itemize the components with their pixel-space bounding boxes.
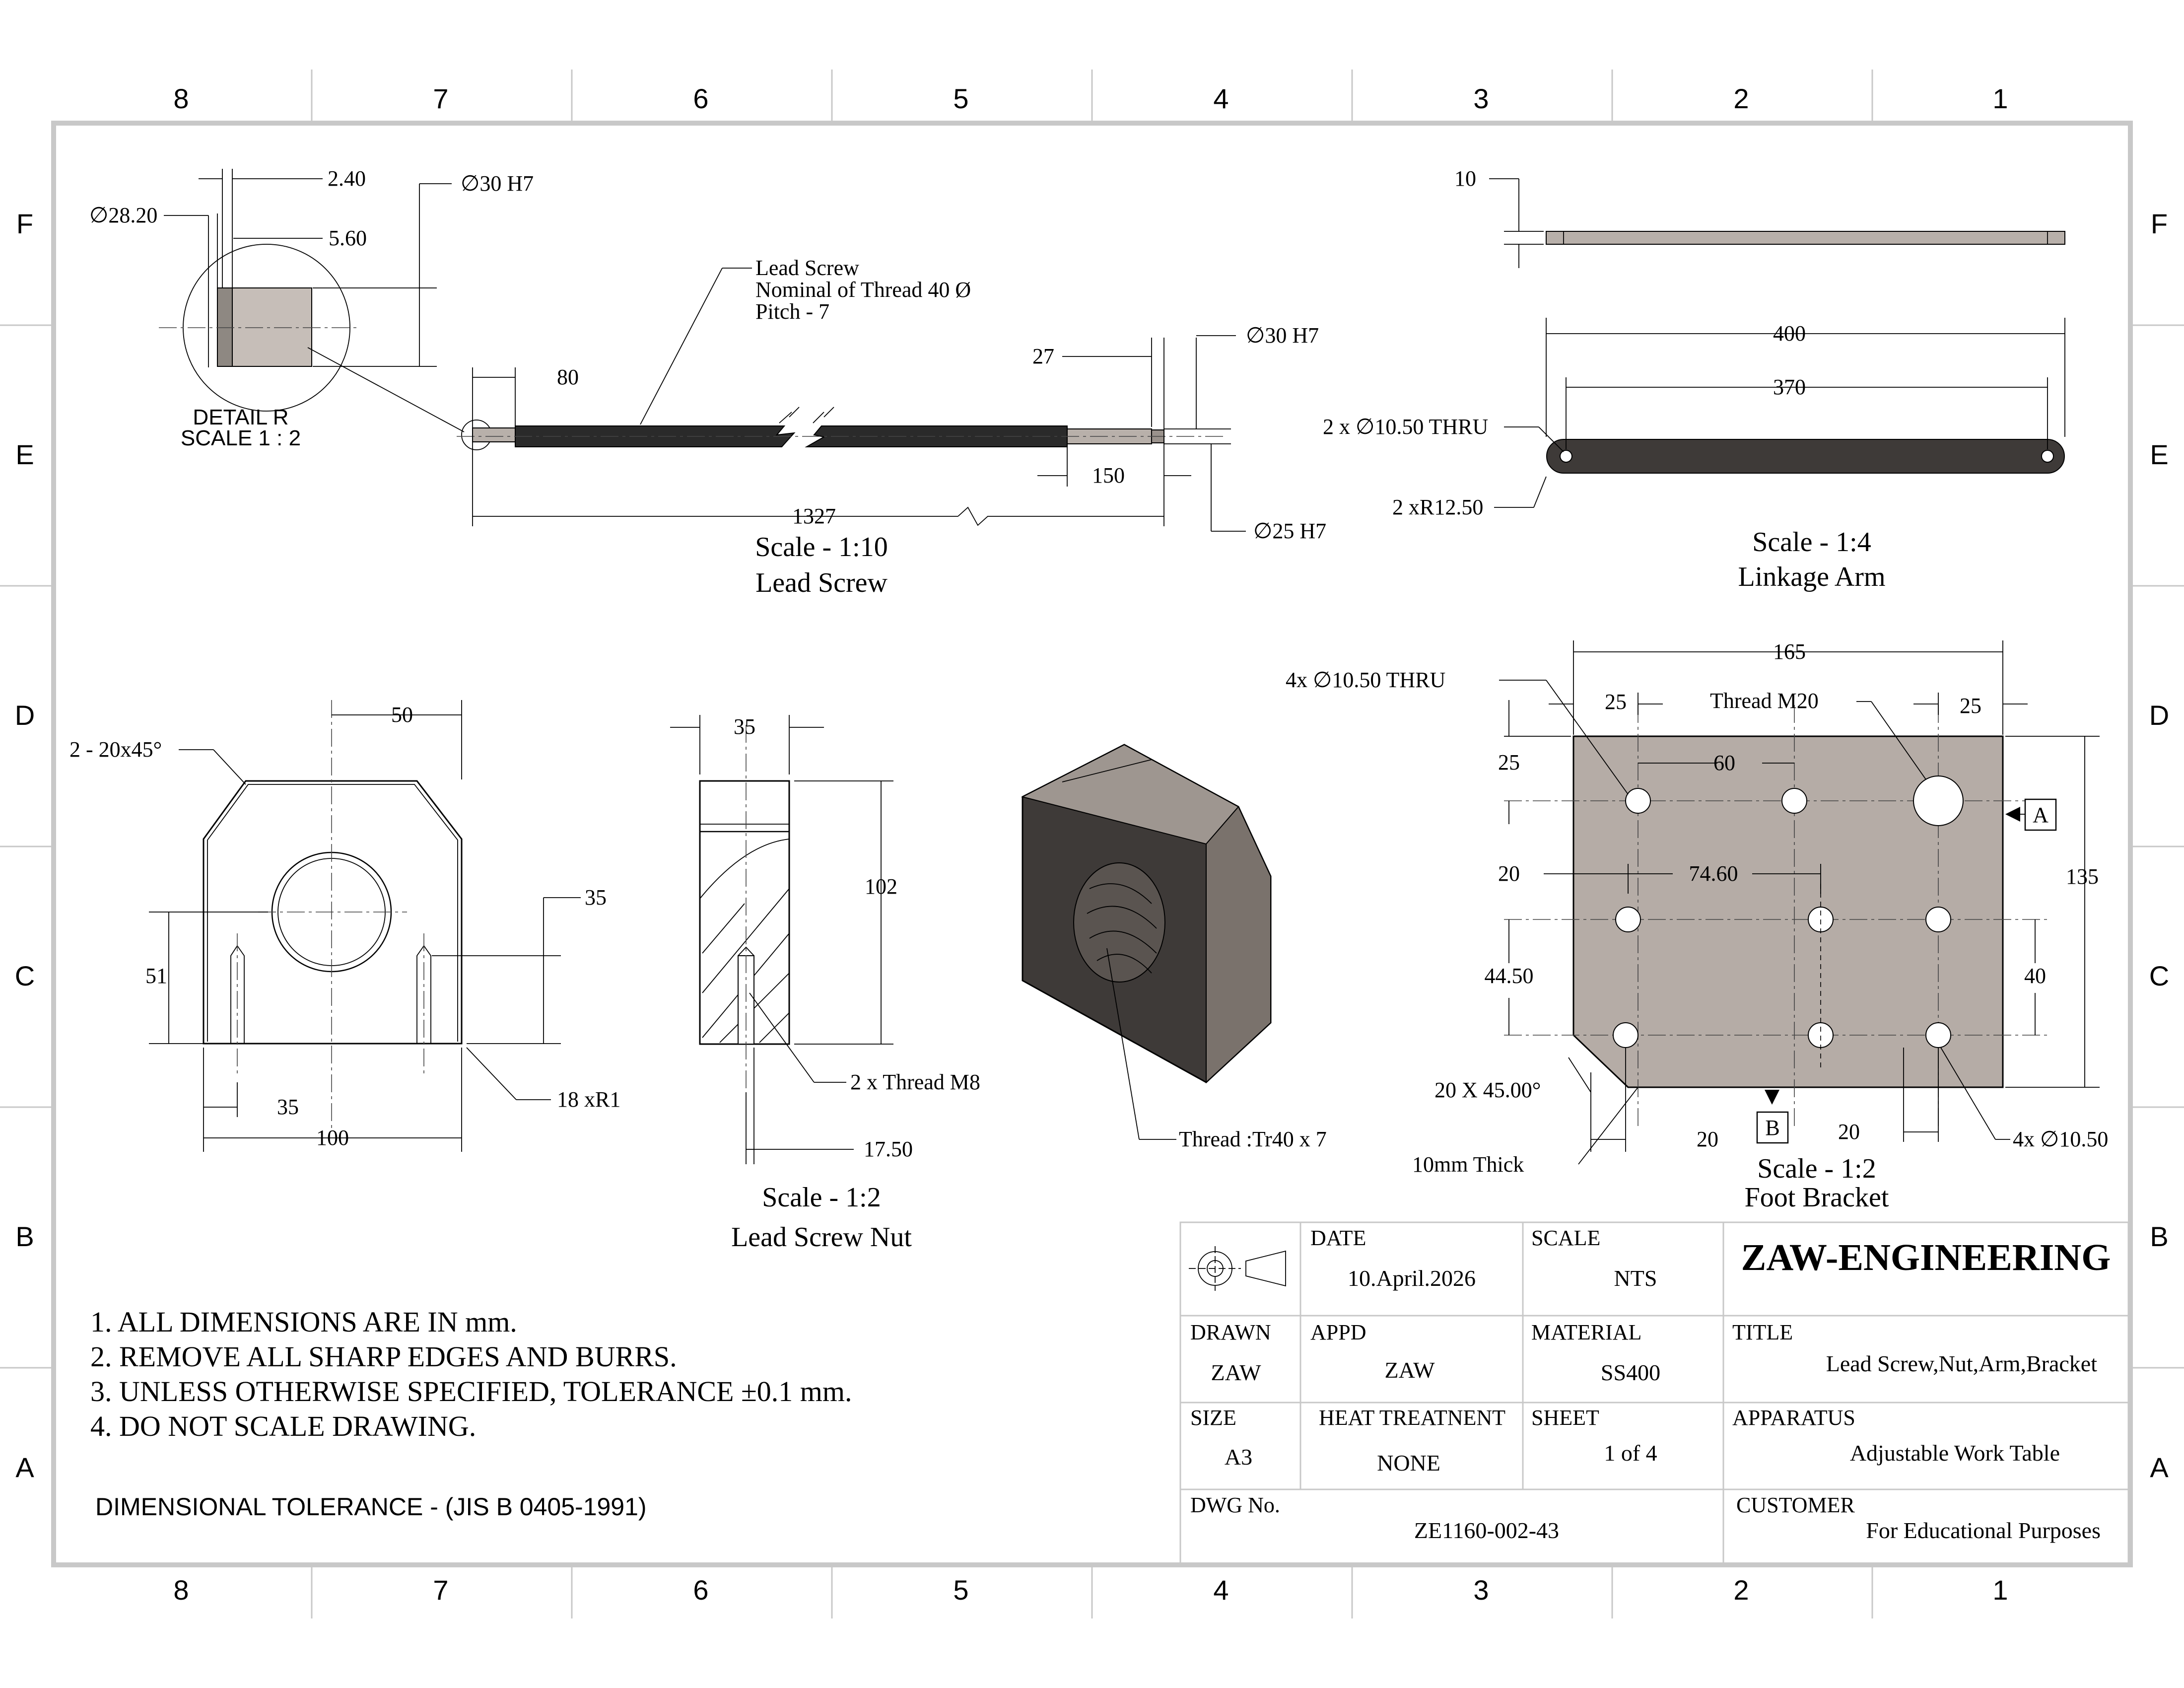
bracket-dim-60: 60: [1713, 751, 1735, 775]
dim-dia-25-h7: ∅25 H7: [1253, 519, 1327, 543]
nut-scale: Scale - 1:2: [762, 1182, 881, 1213]
datum-a: A: [2033, 803, 2048, 827]
zone-row-D-right: D: [2149, 700, 2170, 731]
tb-title: Lead Screw,Nut,Arm,Bracket: [1826, 1351, 2097, 1376]
tb-heat: NONE: [1377, 1450, 1440, 1476]
note-1: 1. ALL DIMENSIONS ARE IN mm.: [90, 1306, 517, 1338]
linkage-arm-view: [1323, 166, 2065, 592]
zone-col-4-bottom: 4: [1213, 1574, 1229, 1606]
zone-row-B-left: B: [15, 1221, 34, 1252]
zone-row-E-left: E: [15, 439, 34, 470]
arm-side-view: [1546, 231, 2065, 244]
arm-top-view: [1547, 439, 2064, 473]
zone-col-8-bottom: 8: [173, 1574, 189, 1606]
lead-screw-nut-view: [69, 700, 1327, 1253]
nut-chamfer-callout: 2 - 20x45°: [69, 737, 162, 762]
tb-sheet-label: SHEET: [1531, 1406, 1599, 1430]
note-4: 4. DO NOT SCALE DRAWING.: [90, 1410, 477, 1442]
lead-screw-view: [89, 166, 1326, 598]
bracket-dim-20-bottom-right: 20: [1838, 1120, 1860, 1144]
bracket-dim-20-left: 20: [1498, 861, 1520, 886]
zone-row-A-right: A: [2150, 1452, 2169, 1483]
detail-groove: [217, 288, 232, 366]
linkage-arm-title: Linkage Arm: [1738, 562, 1886, 592]
bracket-dim-165: 165: [1773, 639, 1806, 664]
bracket-dim-25-left: 25: [1605, 690, 1627, 714]
linkage-arm-scale: Scale - 1:4: [1752, 527, 1871, 558]
tb-heat-label: HEAT TREATNENT: [1318, 1406, 1506, 1430]
foot-bracket-view: [1286, 639, 2108, 1213]
zone-col-6-top: 6: [693, 83, 709, 114]
bracket-dim-25-top: 25: [1498, 750, 1520, 774]
tb-drawn-label: DRAWN: [1190, 1320, 1271, 1344]
tb-material: SS400: [1600, 1360, 1661, 1385]
tb-scale: NTS: [1614, 1266, 1657, 1291]
callout-nominal: Nominal of Thread 40 Ø: [755, 278, 971, 302]
tb-appd: ZAW: [1384, 1357, 1435, 1383]
zone-col-1-top: 1: [1992, 83, 2008, 114]
bracket-scale: Scale - 1:2: [1757, 1153, 1876, 1184]
tb-material-label: MATERIAL: [1531, 1320, 1642, 1344]
projection-symbol-icon: [1189, 1246, 1286, 1291]
zone-row-A-left: A: [15, 1452, 34, 1483]
dim-400: 400: [1773, 321, 1806, 346]
nut-side-dim-35: 35: [734, 714, 755, 739]
dim-dia-30-h7: ∅30 H7: [1246, 323, 1319, 348]
dim-dia-30-h7-detail: ∅30 H7: [461, 171, 534, 196]
dim-1327: 1327: [792, 504, 836, 528]
dim-370: 370: [1773, 375, 1806, 399]
bracket-dim-40: 40: [2024, 964, 2046, 988]
bracket-holes-callout: 4x ∅10.50: [2013, 1127, 2109, 1151]
zone-col-4-top: 4: [1213, 83, 1229, 114]
zone-col-5-bottom: 5: [953, 1574, 969, 1606]
tb-apparatus: Adjustable Work Table: [1849, 1440, 2060, 1466]
nut-dim-100: 100: [316, 1125, 349, 1150]
zone-col-2-top: 2: [1733, 83, 1749, 114]
detail-label: DETAIL R: [193, 405, 289, 429]
nut-m8-callout: 2 x Thread M8: [850, 1070, 980, 1094]
zone-col-3-top: 3: [1473, 83, 1489, 114]
zone-row-E-right: E: [2150, 439, 2169, 470]
zone-row-C-right: C: [2149, 960, 2170, 991]
lead-screw-scale: Scale - 1:10: [755, 532, 888, 563]
nut-dim-35-width: 35: [277, 1095, 299, 1119]
tb-scale-label: SCALE: [1531, 1226, 1601, 1250]
detail-shaft: [232, 288, 312, 366]
datum-b: B: [1765, 1116, 1780, 1140]
lead-screw-title: Lead Screw: [755, 567, 887, 598]
tb-date-label: DATE: [1310, 1226, 1366, 1250]
dim-27: 27: [1032, 344, 1054, 368]
title-block: [1180, 1222, 2128, 1564]
zone-col-1-bottom: 1: [1992, 1574, 2008, 1606]
nut-title: Lead Screw Nut: [731, 1222, 912, 1253]
detail-scale: SCALE 1 : 2: [180, 426, 301, 450]
zone-col-5-top: 5: [953, 83, 969, 114]
dim-80: 80: [557, 365, 579, 389]
dim-dia-28-20: ∅28.20: [89, 203, 158, 227]
zone-row-F-left: F: [16, 208, 34, 239]
bracket-dim-135: 135: [2066, 864, 2099, 889]
zone-row-F-right: F: [2150, 208, 2168, 239]
nut-dim-17-50: 17.50: [864, 1137, 913, 1161]
callout-lead-screw: Lead Screw: [755, 256, 859, 280]
bracket-title: Foot Bracket: [1744, 1182, 1889, 1213]
arm-radius-callout: 2 xR12.50: [1392, 495, 1484, 519]
bracket-dim-20-bottom-left: 20: [1697, 1127, 1718, 1151]
nut-radius-callout: 18 xR1: [557, 1087, 621, 1112]
bracket-dim-74-60: 74.60: [1689, 861, 1738, 886]
tb-drawn: ZAW: [1211, 1360, 1261, 1385]
nut-dim-51: 51: [145, 964, 167, 988]
zone-col-3-bottom: 3: [1473, 1574, 1489, 1606]
tb-customer-label: CUSTOMER: [1736, 1493, 1855, 1517]
bracket-chamfer-callout: 20 X 45.00°: [1434, 1078, 1541, 1102]
bracket-m20-hole: [1913, 776, 1963, 826]
zone-col-8-top: 8: [173, 83, 189, 114]
zone-col-7-bottom: 7: [433, 1574, 449, 1606]
dim-2-40: 2.40: [328, 166, 366, 191]
tb-dwg-label: DWG No.: [1190, 1493, 1280, 1517]
tb-title-label: TITLE: [1732, 1320, 1793, 1344]
tb-apparatus-label: APPARATUS: [1732, 1406, 1855, 1430]
zone-col-6-bottom: 6: [693, 1574, 709, 1606]
nut-isometric: [1023, 745, 1271, 1082]
note-3: 3. UNLESS OTHERWISE SPECIFIED, TOLERANCE ±0.1 mm.: [90, 1375, 852, 1407]
nut-thread-callout: Thread :Tr40 x 7: [1179, 1127, 1327, 1151]
tb-dwg: ZE1160-002-43: [1414, 1518, 1560, 1543]
nut-dim-35-height: 35: [585, 885, 607, 910]
callout-pitch: Pitch - 7: [755, 299, 830, 324]
tb-size-label: SIZE: [1190, 1406, 1236, 1430]
bracket-dim-25-right: 25: [1960, 694, 1981, 718]
zone-row-B-right: B: [2150, 1221, 2169, 1252]
zone-col-7-top: 7: [433, 83, 449, 114]
zone-row-C-left: C: [14, 960, 35, 991]
note-2: 2. REMOVE ALL SHARP EDGES AND BURRS.: [90, 1340, 677, 1373]
bracket-holes-thru-callout: 4x ∅10.50 THRU: [1286, 668, 1446, 692]
zone-col-2-bottom: 2: [1733, 1574, 1749, 1606]
tb-sheet: 1 of 4: [1604, 1440, 1657, 1466]
tb-date: 10.April.2026: [1347, 1266, 1476, 1291]
tb-company: ZAW-ENGINEERING: [1741, 1237, 2111, 1278]
bracket-thickness-callout: 10mm Thick: [1412, 1152, 1524, 1177]
tb-customer: For Educational Purposes: [1866, 1518, 2101, 1543]
dim-10: 10: [1454, 166, 1476, 191]
bracket-m20-callout: Thread M20: [1710, 689, 1819, 713]
arm-holes-callout: 2 x ∅10.50 THRU: [1323, 415, 1489, 439]
dim-150: 150: [1092, 463, 1125, 488]
nut-dim-102: 102: [865, 874, 897, 899]
bracket-dim-44-50: 44.50: [1484, 964, 1534, 988]
zone-row-D-left: D: [14, 700, 35, 731]
tb-appd-label: APPD: [1310, 1320, 1366, 1344]
nut-dim-50: 50: [391, 703, 413, 727]
tolerance-note: DIMENSIONAL TOLERANCE - (JIS B 0405-1991): [95, 1493, 647, 1521]
general-notes: [90, 1306, 852, 1521]
tb-size: A3: [1224, 1444, 1253, 1470]
dim-5-60: 5.60: [329, 226, 367, 250]
